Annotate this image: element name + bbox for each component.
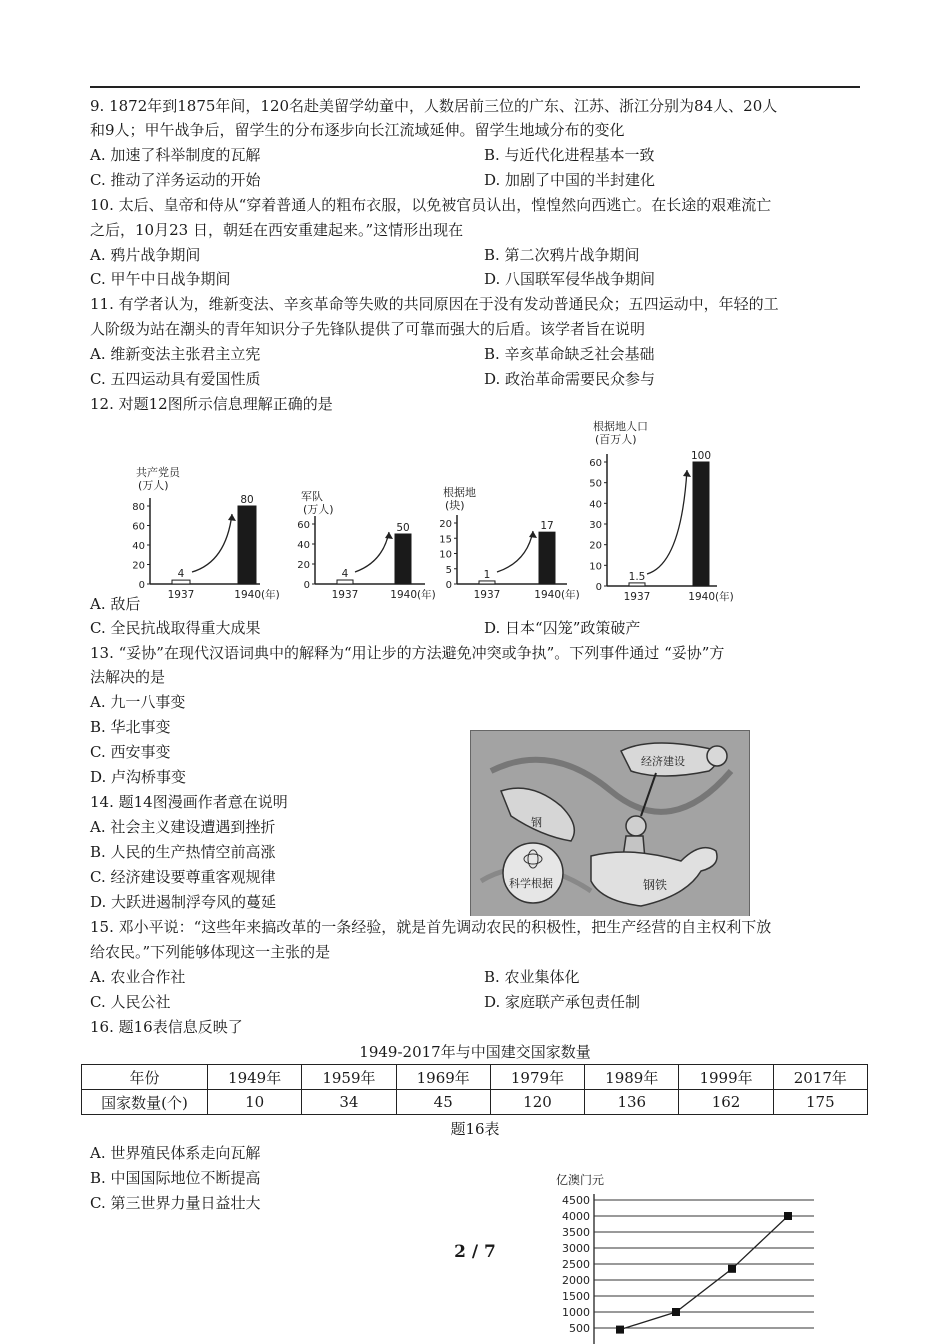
y-tick-label: 80 (132, 502, 145, 513)
table-cell: 1979年 (490, 1065, 584, 1090)
q13-option-c: C. 西安事变 (90, 743, 171, 761)
q16-table-title: 1949-2017年与中国建交国家数量 (359, 1043, 591, 1061)
q15-stem-line2: 给农民。”下列能够体现这一主张的是 (90, 943, 331, 961)
q11-option-b: B. 辛亥革命缺乏社会基础 (484, 345, 655, 363)
table-cell: 1999年 (679, 1065, 773, 1090)
y-tick-label: 0 (445, 580, 452, 591)
x-tick-label: 1937 (331, 589, 359, 601)
table-cell: 1989年 (585, 1065, 679, 1090)
bar (479, 581, 495, 584)
chart-title: 军队 (301, 490, 323, 503)
cartoon-image (470, 730, 750, 922)
top-rule (90, 86, 860, 88)
trend-arrowhead (228, 514, 236, 521)
table-header-row (82, 1065, 868, 1090)
q9-option-b: B. 与近代化进程基本一致 (484, 146, 655, 164)
q13-option-b: B. 华北事变 (90, 718, 171, 736)
y-tick-label: 0 (138, 580, 145, 591)
y-tick-label: 0 (303, 580, 310, 591)
bar-chart-army (290, 482, 435, 604)
data-point (672, 1308, 680, 1316)
q16-stem: 16. 题16表信息反映了 (90, 1018, 243, 1036)
y-tick-label: 40 (589, 499, 602, 511)
q15-option-b: B. 农业集体化 (484, 968, 580, 986)
cartoon-label-ironsteel: 钢铁 (643, 878, 668, 892)
data-label: 50 (396, 522, 410, 534)
series-line (620, 1216, 788, 1330)
q12-option-a: A. 敌后 (90, 593, 144, 615)
bar (172, 580, 190, 584)
q15-option-d: D. 家庭联产承包责任制 (484, 993, 641, 1011)
table-cell: 34 (302, 1090, 396, 1115)
q14-option-a: A. 社会主义建设遭遇到挫折 (90, 818, 276, 836)
trend-arrowhead (385, 532, 393, 539)
y-tick-label: 15 (439, 534, 452, 546)
q11-stem-line1: 11. 有学者认为，维新变法、辛亥革命等失败的共同原因在于没有发动普通民众；五四运动中，年轻的工 (90, 295, 779, 313)
table-row (82, 1090, 868, 1115)
y-tick-label: 20 (439, 519, 452, 530)
q9-stem-line2: 和9人；甲午战争后，留学生的分布逐步向长江流域延伸。留学生地域分布的变化 (90, 121, 625, 139)
q14-option-d: D. 大跃进遏制浮夸风的蔓延 (90, 893, 277, 911)
q14-option-c: C. 经济建设要尊重客观规律 (90, 868, 276, 886)
page-number: 2 / 7 (454, 1242, 496, 1262)
q12-stem: 12. 对题12图所示信息理解正确的是 (90, 395, 333, 413)
y-tick-label: 20 (297, 560, 310, 571)
table-cell: 45 (396, 1090, 490, 1115)
q13-option-d: D. 卢沟桥事变 (90, 768, 187, 786)
y-tick-label: 1500 (562, 1290, 590, 1303)
q12-option-d: D. 日本“囚笼”政策破产 (484, 619, 641, 637)
q16-option-b: B. 中国国际地位不断提高 (90, 1169, 261, 1187)
x-tick-label: 1937 (167, 589, 195, 601)
x-tick-label: 1940(年) (390, 589, 436, 601)
y-tick-label: 20 (589, 540, 602, 552)
y-tick-label: 4000 (562, 1210, 590, 1223)
x-tick-label: 1940(年) (534, 589, 580, 601)
y-tick-label: 60 (132, 521, 145, 533)
y-tick-label: 3000 (562, 1242, 590, 1255)
q16-option-c: C. 第三世界力量日益壮大 (90, 1194, 261, 1212)
table-cell: 162 (679, 1090, 773, 1115)
y-tick-label: 0 (595, 582, 602, 593)
q9-option-c: C. 推动了洋务运动的开始 (90, 171, 261, 189)
q15-option-a: A. 农业合作社 (90, 968, 186, 986)
y-tick-label: 4500 (562, 1194, 590, 1207)
table-cell: 国家数量(个) (82, 1090, 208, 1115)
data-label: 4 (341, 568, 349, 580)
q11-option-c: C. 五四运动具有爱国性质 (90, 370, 261, 388)
q10-stem-line2: 之后，10月23 日，朝廷在西安重建起来。”这情形出现在 (90, 221, 464, 239)
q13-option-a: A. 九一八事变 (90, 693, 186, 711)
y-tick-label: 2500 (562, 1258, 590, 1271)
table-cell: 10 (208, 1090, 302, 1115)
y-tick-label: 60 (589, 458, 602, 469)
cartoon-drawing (471, 731, 749, 921)
trend-arrowhead (683, 470, 691, 477)
y-tick-label: 40 (132, 541, 145, 552)
bar (629, 583, 645, 586)
table-cell: 1959年 (302, 1065, 396, 1090)
y-tick-label: 40 (297, 540, 310, 551)
y-tick-label: 500 (569, 1322, 590, 1335)
table-cell: 120 (490, 1090, 584, 1115)
y-tick-label: 60 (297, 520, 310, 531)
bar-chart-base-areas (435, 478, 583, 604)
chart-unit: (万人) (303, 503, 334, 516)
q13-stem-line1: 13. “妥协”在现代汉语词典中的解释为“用让步的方法避免冲突或争执”。下列事件通过 “妥协”方 (90, 644, 725, 662)
q9-stem-line1: 9. 1872年到1875年间，120名赴美留学幼童中，人数居前三位的广东、江苏、浙江分别为84人、20人 (90, 97, 778, 115)
trend-arrow (355, 532, 389, 572)
cartoon-label-steel: 钢 (531, 816, 542, 829)
q11-stem-line2: 人阶级为站在潮头的青年知识分子先锋队提供了可靠而强大的后盾。该学者旨在说明 (90, 320, 646, 338)
data-label: 1.5 (628, 570, 646, 583)
y-tick-label: 1000 (562, 1306, 590, 1319)
q12-option-c: C. 全民抗战取得重大成果 (90, 619, 261, 637)
q14-stem: 14. 题14图漫画作者意在说明 (90, 793, 288, 811)
y-tick-label: 5 (445, 564, 452, 576)
chart-unit: (块) (445, 499, 465, 512)
q15-stem-line1: 15. 邓小平说：“这些年来搞改革的一条经验，就是首先调动农民的积极性，把生产经营的自主权利下放 (90, 918, 772, 936)
q14-option-b: B. 人民的生产热情空前高涨 (90, 843, 276, 861)
q10-option-b: B. 第二次鸦片战争期间 (484, 246, 640, 264)
table-cell: 1969年 (396, 1065, 490, 1090)
trend-arrow (192, 514, 232, 572)
q11-option-a: A. 维新变法主张君主立宪 (90, 345, 261, 363)
table-cell: 年份 (82, 1065, 208, 1090)
q16-option-a: A. 世界殖民体系走向瓦解 (90, 1144, 261, 1162)
bar-chart-base-population (583, 418, 734, 606)
chart-title: 根据地人口 (593, 420, 648, 433)
data-label: 100 (690, 450, 712, 462)
cartoon-label-economy: 经济建设 (641, 755, 685, 768)
data-label: 17 (540, 520, 554, 533)
table-cell: 1949年 (208, 1065, 302, 1090)
q10-option-d: D. 八国联军侵华战争期间 (484, 270, 656, 288)
bar (337, 580, 353, 584)
data-label: 1 (483, 568, 491, 581)
table-cell: 175 (773, 1090, 867, 1115)
x-tick-label: 1940(年) (688, 591, 734, 603)
bar-chart-party-members (130, 462, 280, 604)
x-tick-label: 1940(年) (234, 589, 280, 601)
bar (693, 462, 709, 586)
q15-option-c: C. 人民公社 (90, 993, 171, 1011)
y-tick-label: 3500 (562, 1226, 590, 1239)
table-cell: 2017年 (773, 1065, 867, 1090)
chart-ylabel: 亿澳门元 (556, 1173, 605, 1187)
table-cell: 136 (585, 1090, 679, 1115)
q13-stem-line2: 法解决的是 (90, 668, 166, 686)
q9-option-a: A. 加速了科举制度的瓦解 (90, 146, 261, 164)
trend-arrowhead (529, 531, 537, 538)
y-tick-label: 30 (589, 520, 602, 531)
data-label: 80 (240, 494, 254, 506)
q16-table-caption: 题16表 (450, 1120, 500, 1138)
y-tick-label: 2000 (562, 1274, 590, 1287)
x-tick-label: 1937 (473, 589, 501, 601)
bar (395, 534, 411, 584)
y-tick-label: 20 (132, 560, 145, 572)
cartoon-label-science: 科学根据 (509, 877, 553, 890)
data-point (784, 1212, 792, 1220)
data-point (728, 1265, 736, 1273)
chart-unit: (万人) (138, 479, 169, 492)
chart-unit: (百万人) (595, 433, 637, 446)
bar (238, 506, 256, 584)
q9-option-d: D. 加剧了中国的半封建化 (484, 171, 656, 189)
bar (539, 532, 555, 584)
y-tick-label: 10 (589, 561, 602, 573)
q10-option-c: C. 甲午中日战争期间 (90, 270, 231, 288)
q11-option-d: D. 政治革命需要民众参与 (484, 370, 656, 388)
trend-arrow (497, 531, 533, 572)
x-tick-label: 1937 (623, 591, 651, 603)
y-tick-label: 50 (589, 478, 602, 490)
trend-arrow (647, 470, 687, 574)
q10-option-a: A. 鸦片战争期间 (90, 246, 201, 264)
data-point (616, 1326, 624, 1334)
y-tick-label: 10 (439, 549, 452, 561)
diplomatic-relations-table (81, 1064, 868, 1115)
chart-title: 共产党员 (136, 466, 180, 479)
chart-title: 根据地 (443, 486, 476, 499)
q10-stem-line1: 10. 太后、皇帝和侍从“穿着普通人的粗布衣服，以免被官员认出，惶惶然向西逃亡。在长途的艰难流亡 (90, 196, 772, 214)
data-label: 4 (177, 568, 185, 581)
